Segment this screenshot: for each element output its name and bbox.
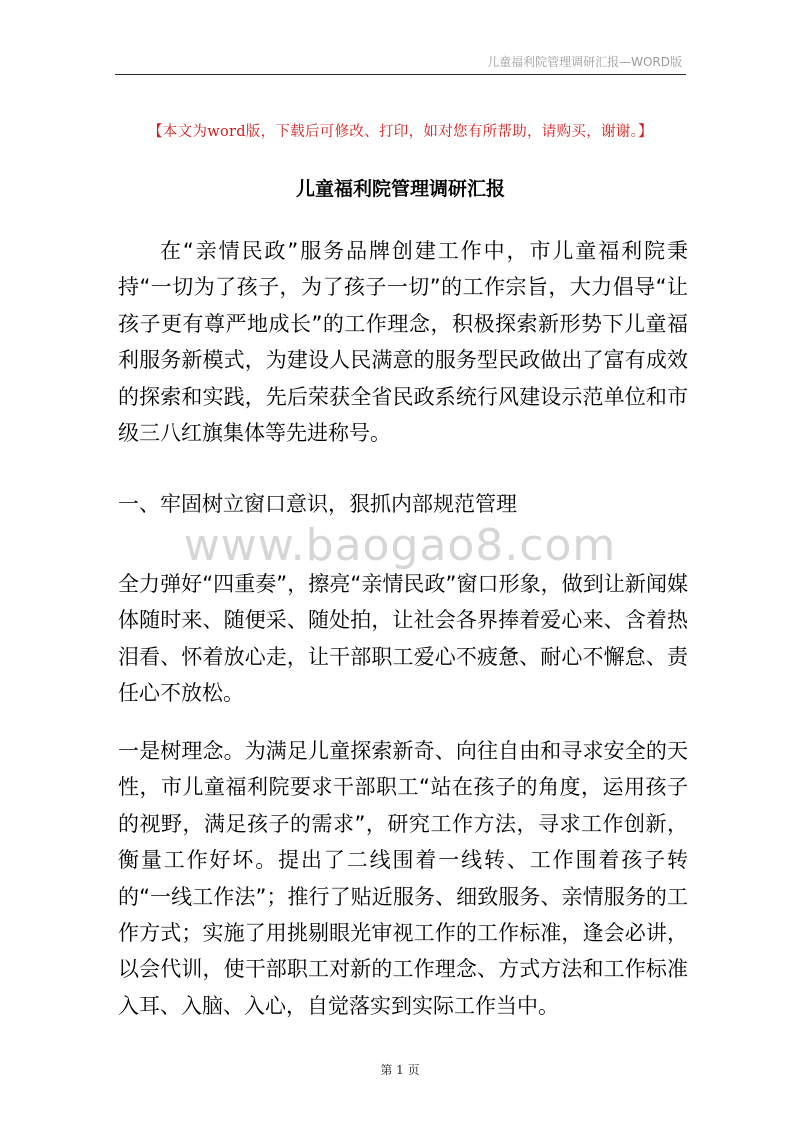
header-divider bbox=[115, 74, 686, 75]
page-header-text: 儿童福利院管理调研汇报—WORD版 bbox=[487, 55, 682, 69]
document-title: 儿童福利院管理调研汇报 bbox=[295, 178, 505, 200]
body-paragraph: 全力弹好“四重奏”，擦亮“亲情民政”窗口形象，做到让新闻媒体随时来、随便采、随处拍，让社会各界捧着爱心来、含着热泪看、怀着放心走，让干部职工爱心不疲惫、耐心不懈怠、责任心不放松。 bbox=[118, 572, 688, 706]
section-heading: 一、牢固树立窗口意识，狠抓内部规范管理 bbox=[118, 492, 517, 516]
body-paragraph: 一是树理念。为满足儿童探索新奇、向往自由和寻求安全的天性，市儿童福利院要求干部职工“站在孩子的角度，运用孩子的视野，满足孩子的需求”，研究工作方法，寻求工作创新，衡量工作好坏。提出了二线围着一线转、工作围着孩子转的“一线工作法”；推行了贴近服务、细致服务、亲情服务的工作方式；实施了用挑剔眼光审视工作的工作标准，逢会必讲，以会代训，使干部职工对新的工作理念、方式方法和工作标准入耳、入脑、入心，自觉落实到实际工作当中。 bbox=[118, 739, 688, 1018]
site-watermark: www.baogao8.com bbox=[183, 520, 617, 571]
word-version-notice: 【本文为word版，下载后可修改、打印，如对您有所帮助，请购买，谢谢。】 bbox=[148, 124, 653, 140]
page-number: 第 1 页 bbox=[380, 1063, 420, 1077]
intro-paragraph: 在“亲情民政”服务品牌创建工作中，市儿童福利院秉持“一切为了孩子，为了孩子一切”的工作宗旨，大力倡导“让孩子更有尊严地成长”的工作理念，积极探索新形势下儿童福利服务新模式，为建设人民满意的服务型民政做出了富有成效的探索和实践，先后荣获全省民政系统行风建设示范单位和市级三八红旗集体等先进称号。 bbox=[118, 239, 688, 446]
